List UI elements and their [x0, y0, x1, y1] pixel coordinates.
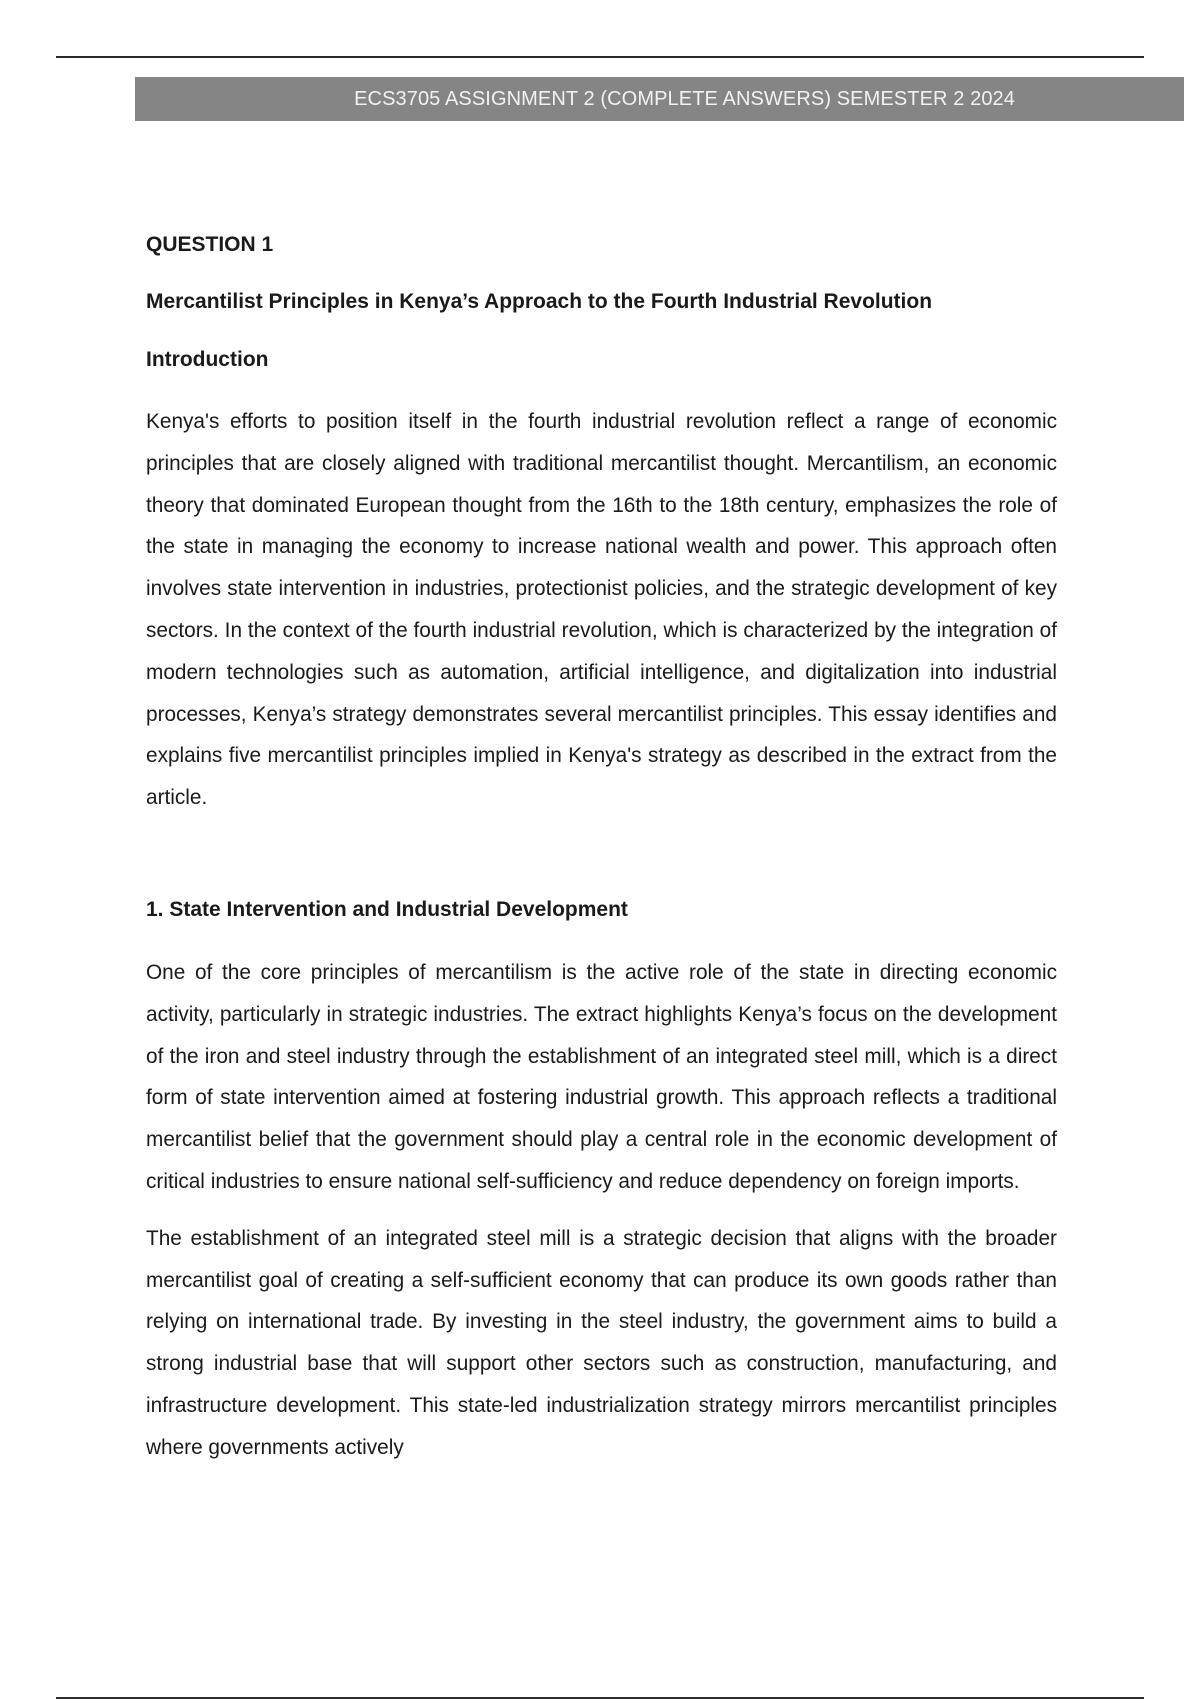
section-1-paragraph-2: The establishment of an integrated steel mill is a strategic decision that aligns with the broader mercantilist goal of creating a self-sufficient economy that can produce its own goods rather than relying on international trade. By investing in the steel industry, the government aims to build a strong industrial base that will support other sectors such as construction, manufacturing, and infrastructure development. This state-led industrialization strategy mirrors mercantilist principles where governments actively: [146, 1226, 1057, 1459]
top-divider: [56, 56, 1144, 58]
header-banner: [135, 77, 1184, 121]
essay-title: Mercantilist Principles in Kenya’s Approach to the Fourth Industrial Revolution: [146, 290, 933, 313]
bottom-divider: [56, 1697, 1144, 1699]
document-body: [146, 230, 1057, 1469]
question-label: QUESTION 1: [146, 233, 274, 256]
section-1-paragraph-1: One of the core principles of mercantilism is the active role of the state in directing economic activity, particularly in strategic industries. The extract highlights Kenya’s focus on the development of the iron and steel industry through the establishment of an integrated steel mill, which is a direct form of state intervention aimed at fostering industrial growth. This approach reflects a traditional mercantilist belief that the government should play a central role in the economic development of critical industries to ensure national self-sufficiency and reduce dependency on foreign imports.: [146, 960, 1057, 1193]
introduction-paragraph: Kenya's efforts to position itself in the fourth industrial revolution reflect a range of economic principles that are closely aligned with traditional mercantilist thought. Mercantilism, an economic theory that dominated European thought from the 16th to the 18th century, emphasizes the role of the state in managing the economy to increase national wealth and power. This approach often involves state intervention in industries, protectionist policies, and the strategic development of key sectors. In the context of the fourth industrial revolution, which is characterized by the integration of modern technologies such as automation, artificial intelligence, and digitalization into industrial processes, Kenya’s strategy demonstrates several mercantilist principles. This essay identifies and explains five mercantilist principles implied in Kenya's strategy as described in the extract from the article.: [146, 410, 1057, 810]
section-1-heading: 1. State Intervention and Industrial Development: [146, 897, 628, 921]
header-title: ECS3705 ASSIGNMENT 2 (COMPLETE ANSWERS) SEMESTER 2 2024: [354, 88, 1015, 110]
introduction-heading: Introduction: [146, 348, 269, 371]
